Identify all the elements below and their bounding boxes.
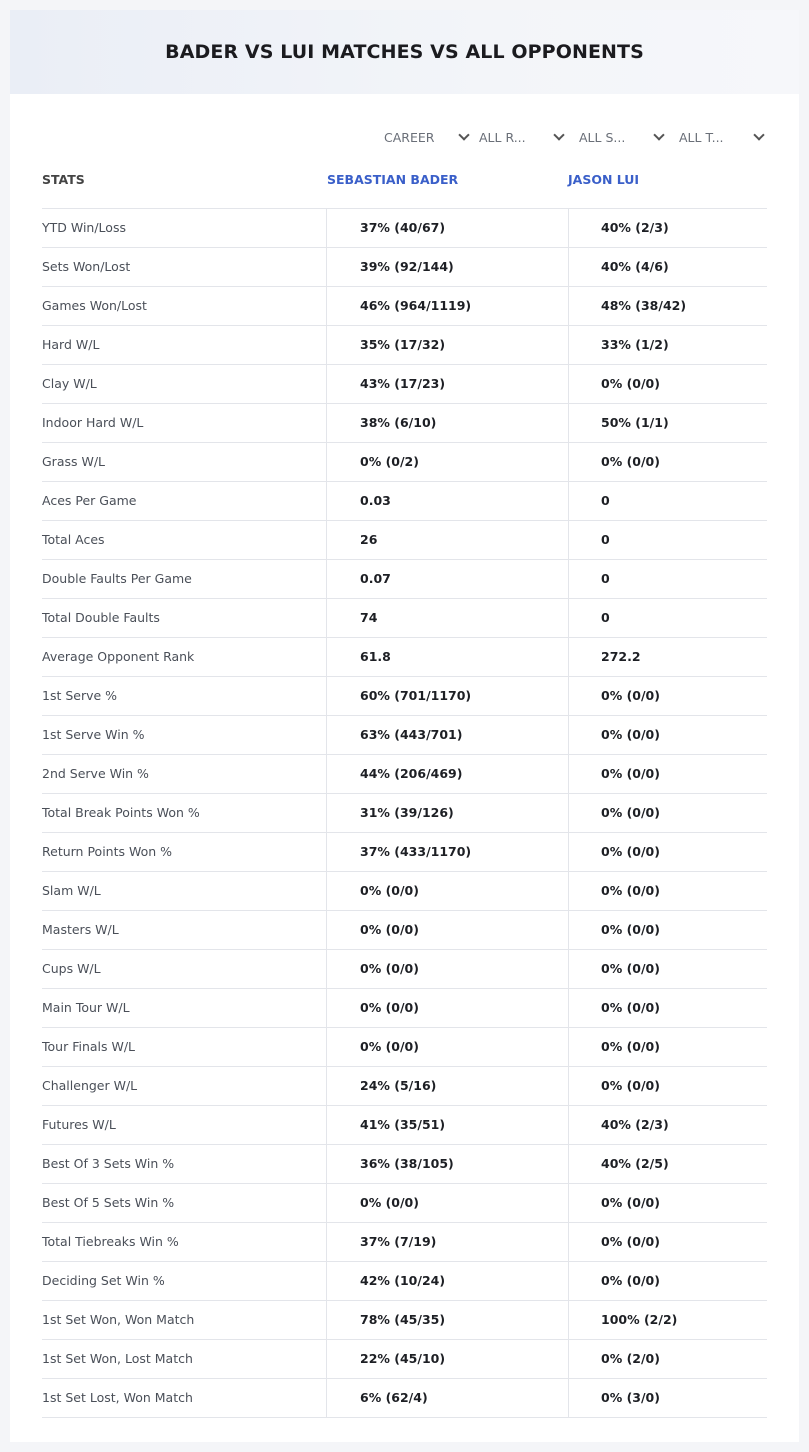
player1-value: 0% (0/0) bbox=[326, 872, 568, 910]
player2-value: 0% (0/0) bbox=[568, 677, 767, 715]
player2-value: 0 bbox=[568, 482, 767, 520]
player2-value: 0 bbox=[568, 560, 767, 598]
filter-bar bbox=[10, 124, 799, 150]
stat-label: Indoor Hard W/L bbox=[42, 415, 144, 430]
table-row bbox=[42, 1145, 767, 1184]
chevron-down-icon bbox=[653, 129, 664, 140]
player1-value: 24% (5/16) bbox=[326, 1067, 568, 1105]
player1-value: 44% (206/469) bbox=[326, 755, 568, 793]
player2-value: 0% (0/0) bbox=[568, 365, 767, 403]
player2-value: 0% (0/0) bbox=[568, 716, 767, 754]
player1-value: 43% (17/23) bbox=[326, 365, 568, 403]
filter-surface-select[interactable] bbox=[579, 124, 665, 150]
player1-value: 60% (701/1170) bbox=[326, 677, 568, 715]
filter-rounds-value: ALL R... bbox=[479, 129, 526, 145]
stat-label: Total Tiebreaks Win % bbox=[42, 1234, 179, 1249]
player1-value: 26 bbox=[326, 521, 568, 559]
stat-label: Best Of 3 Sets Win % bbox=[42, 1156, 175, 1171]
stat-label: Best Of 5 Sets Win % bbox=[42, 1195, 175, 1210]
stat-label: Return Points Won % bbox=[42, 844, 173, 859]
player2-value: 40% (2/3) bbox=[568, 1106, 767, 1144]
player1-value: 42% (10/24) bbox=[326, 1262, 568, 1300]
player2-value: 0% (0/0) bbox=[568, 833, 767, 871]
table-row bbox=[42, 248, 767, 287]
stat-label: Sets Won/Lost bbox=[42, 259, 131, 274]
player2-value: 40% (2/3) bbox=[568, 209, 767, 247]
stat-label: Clay W/L bbox=[42, 376, 97, 391]
player2-value: 0% (0/0) bbox=[568, 872, 767, 910]
player2-value: 50% (1/1) bbox=[568, 404, 767, 442]
table-header bbox=[42, 170, 767, 209]
table-row bbox=[42, 1379, 767, 1418]
table-row bbox=[42, 911, 767, 950]
player2-value: 0% (0/0) bbox=[568, 950, 767, 988]
stat-label: Futures W/L bbox=[42, 1117, 116, 1132]
table-row bbox=[42, 755, 767, 794]
player2-value: 33% (1/2) bbox=[568, 326, 767, 364]
page-header bbox=[10, 10, 799, 94]
stats-table-body bbox=[42, 209, 767, 1418]
chevron-down-icon bbox=[753, 129, 764, 140]
table-row bbox=[42, 1067, 767, 1106]
table-row bbox=[42, 1301, 767, 1340]
column-header-player1-link[interactable]: SEBASTIAN BADER bbox=[327, 172, 459, 187]
table-row bbox=[42, 638, 767, 677]
player2-value: 48% (38/42) bbox=[568, 287, 767, 325]
player1-value: 38% (6/10) bbox=[326, 404, 568, 442]
table-row bbox=[42, 482, 767, 521]
player1-value: 0.07 bbox=[326, 560, 568, 598]
stat-label: Main Tour W/L bbox=[42, 1000, 130, 1015]
table-row bbox=[42, 833, 767, 872]
table-row bbox=[42, 560, 767, 599]
player2-value: 100% (2/2) bbox=[568, 1301, 767, 1339]
player2-value: 40% (4/6) bbox=[568, 248, 767, 286]
player2-value: 0% (0/0) bbox=[568, 794, 767, 832]
stat-label: Masters W/L bbox=[42, 922, 119, 937]
column-header-player2-link[interactable]: JASON LUI bbox=[568, 172, 640, 187]
stat-label: Cups W/L bbox=[42, 961, 101, 976]
stat-label: 1st Set Lost, Won Match bbox=[42, 1390, 193, 1405]
player2-value: 0% (0/0) bbox=[568, 1262, 767, 1300]
player2-value: 0% (0/0) bbox=[568, 443, 767, 481]
stat-label: 1st Set Won, Won Match bbox=[42, 1312, 195, 1327]
stat-label: 1st Serve Win % bbox=[42, 727, 145, 742]
player2-value: 0% (0/0) bbox=[568, 1067, 767, 1105]
player2-value: 0 bbox=[568, 521, 767, 559]
table-row bbox=[42, 1223, 767, 1262]
table-row bbox=[42, 326, 767, 365]
filter-tournament-value: ALL T... bbox=[679, 129, 724, 145]
filter-period-select[interactable] bbox=[384, 124, 470, 150]
player1-value: 39% (92/144) bbox=[326, 248, 568, 286]
player2-value: 0% (0/0) bbox=[568, 755, 767, 793]
player1-value: 22% (45/10) bbox=[326, 1340, 568, 1378]
stat-label: 2nd Serve Win % bbox=[42, 766, 149, 781]
table-row bbox=[42, 1262, 767, 1301]
stat-label: 1st Serve % bbox=[42, 688, 118, 703]
chevron-down-icon bbox=[458, 129, 469, 140]
table-row bbox=[42, 1184, 767, 1223]
table-row bbox=[42, 599, 767, 638]
stat-label: Challenger W/L bbox=[42, 1078, 138, 1093]
stat-label: Deciding Set Win % bbox=[42, 1273, 165, 1288]
table-row bbox=[42, 521, 767, 560]
table-row bbox=[42, 443, 767, 482]
player1-value: 0% (0/0) bbox=[326, 1028, 568, 1066]
player1-value: 63% (443/701) bbox=[326, 716, 568, 754]
stat-label: 1st Set Won, Lost Match bbox=[42, 1351, 193, 1366]
stat-label: Games Won/Lost bbox=[42, 298, 147, 313]
stat-label: Double Faults Per Game bbox=[42, 571, 192, 586]
filter-rounds-select[interactable] bbox=[479, 124, 565, 150]
table-row bbox=[42, 872, 767, 911]
player1-value: 74 bbox=[326, 599, 568, 637]
player2-value: 40% (2/5) bbox=[568, 1145, 767, 1183]
player1-value: 0% (0/2) bbox=[326, 443, 568, 481]
table-row bbox=[42, 365, 767, 404]
player2-value: 0% (0/0) bbox=[568, 1028, 767, 1066]
column-header-stats: STATS bbox=[42, 172, 85, 187]
chevron-down-icon bbox=[553, 129, 564, 140]
stat-label: Grass W/L bbox=[42, 454, 106, 469]
stat-label: YTD Win/Loss bbox=[42, 220, 126, 235]
player1-value: 0% (0/0) bbox=[326, 911, 568, 949]
player2-value: 0% (2/0) bbox=[568, 1340, 767, 1378]
player1-value: 41% (35/51) bbox=[326, 1106, 568, 1144]
stat-label: Hard W/L bbox=[42, 337, 100, 352]
player2-value: 0% (0/0) bbox=[568, 989, 767, 1027]
stat-label: Slam W/L bbox=[42, 883, 101, 898]
player1-value: 6% (62/4) bbox=[326, 1379, 568, 1417]
player1-value: 37% (433/1170) bbox=[326, 833, 568, 871]
player2-value: 0% (0/0) bbox=[568, 911, 767, 949]
player1-value: 35% (17/32) bbox=[326, 326, 568, 364]
stats-card bbox=[10, 10, 799, 1442]
player1-value: 0% (0/0) bbox=[326, 1184, 568, 1222]
table-row bbox=[42, 287, 767, 326]
player1-value: 0% (0/0) bbox=[326, 950, 568, 988]
player1-value: 37% (40/67) bbox=[326, 209, 568, 247]
player2-value: 0% (0/0) bbox=[568, 1223, 767, 1261]
stat-label: Total Double Faults bbox=[42, 610, 160, 625]
player1-value: 31% (39/126) bbox=[326, 794, 568, 832]
player2-value: 0% (3/0) bbox=[568, 1379, 767, 1417]
page-title: BADER VS LUI MATCHES VS ALL OPPONENTS bbox=[165, 41, 644, 63]
filter-surface-value: ALL S... bbox=[579, 129, 626, 145]
stat-label: Total Break Points Won % bbox=[42, 805, 200, 820]
player1-value: 0% (0/0) bbox=[326, 989, 568, 1027]
table-row bbox=[42, 989, 767, 1028]
table-row bbox=[42, 794, 767, 833]
player2-value: 0% (0/0) bbox=[568, 1184, 767, 1222]
stat-label: Average Opponent Rank bbox=[42, 649, 195, 664]
stat-label: Aces Per Game bbox=[42, 493, 137, 508]
table-row bbox=[42, 404, 767, 443]
player1-value: 37% (7/19) bbox=[326, 1223, 568, 1261]
table-row bbox=[42, 1106, 767, 1145]
player1-value: 61.8 bbox=[326, 638, 568, 676]
filter-period-value: CAREER bbox=[384, 129, 435, 145]
table-row bbox=[42, 1340, 767, 1379]
filter-tournament-select[interactable] bbox=[679, 124, 765, 150]
stat-label: Tour Finals W/L bbox=[42, 1039, 136, 1054]
table-row bbox=[42, 209, 767, 248]
stat-label: Total Aces bbox=[42, 532, 105, 547]
table-row bbox=[42, 677, 767, 716]
player1-value: 0.03 bbox=[326, 482, 568, 520]
player1-value: 36% (38/105) bbox=[326, 1145, 568, 1183]
player1-value: 78% (45/35) bbox=[326, 1301, 568, 1339]
player1-value: 46% (964/1119) bbox=[326, 287, 568, 325]
player2-value: 272.2 bbox=[568, 638, 767, 676]
table-row bbox=[42, 950, 767, 989]
table-row bbox=[42, 716, 767, 755]
table-row bbox=[42, 1028, 767, 1067]
player2-value: 0 bbox=[568, 599, 767, 637]
